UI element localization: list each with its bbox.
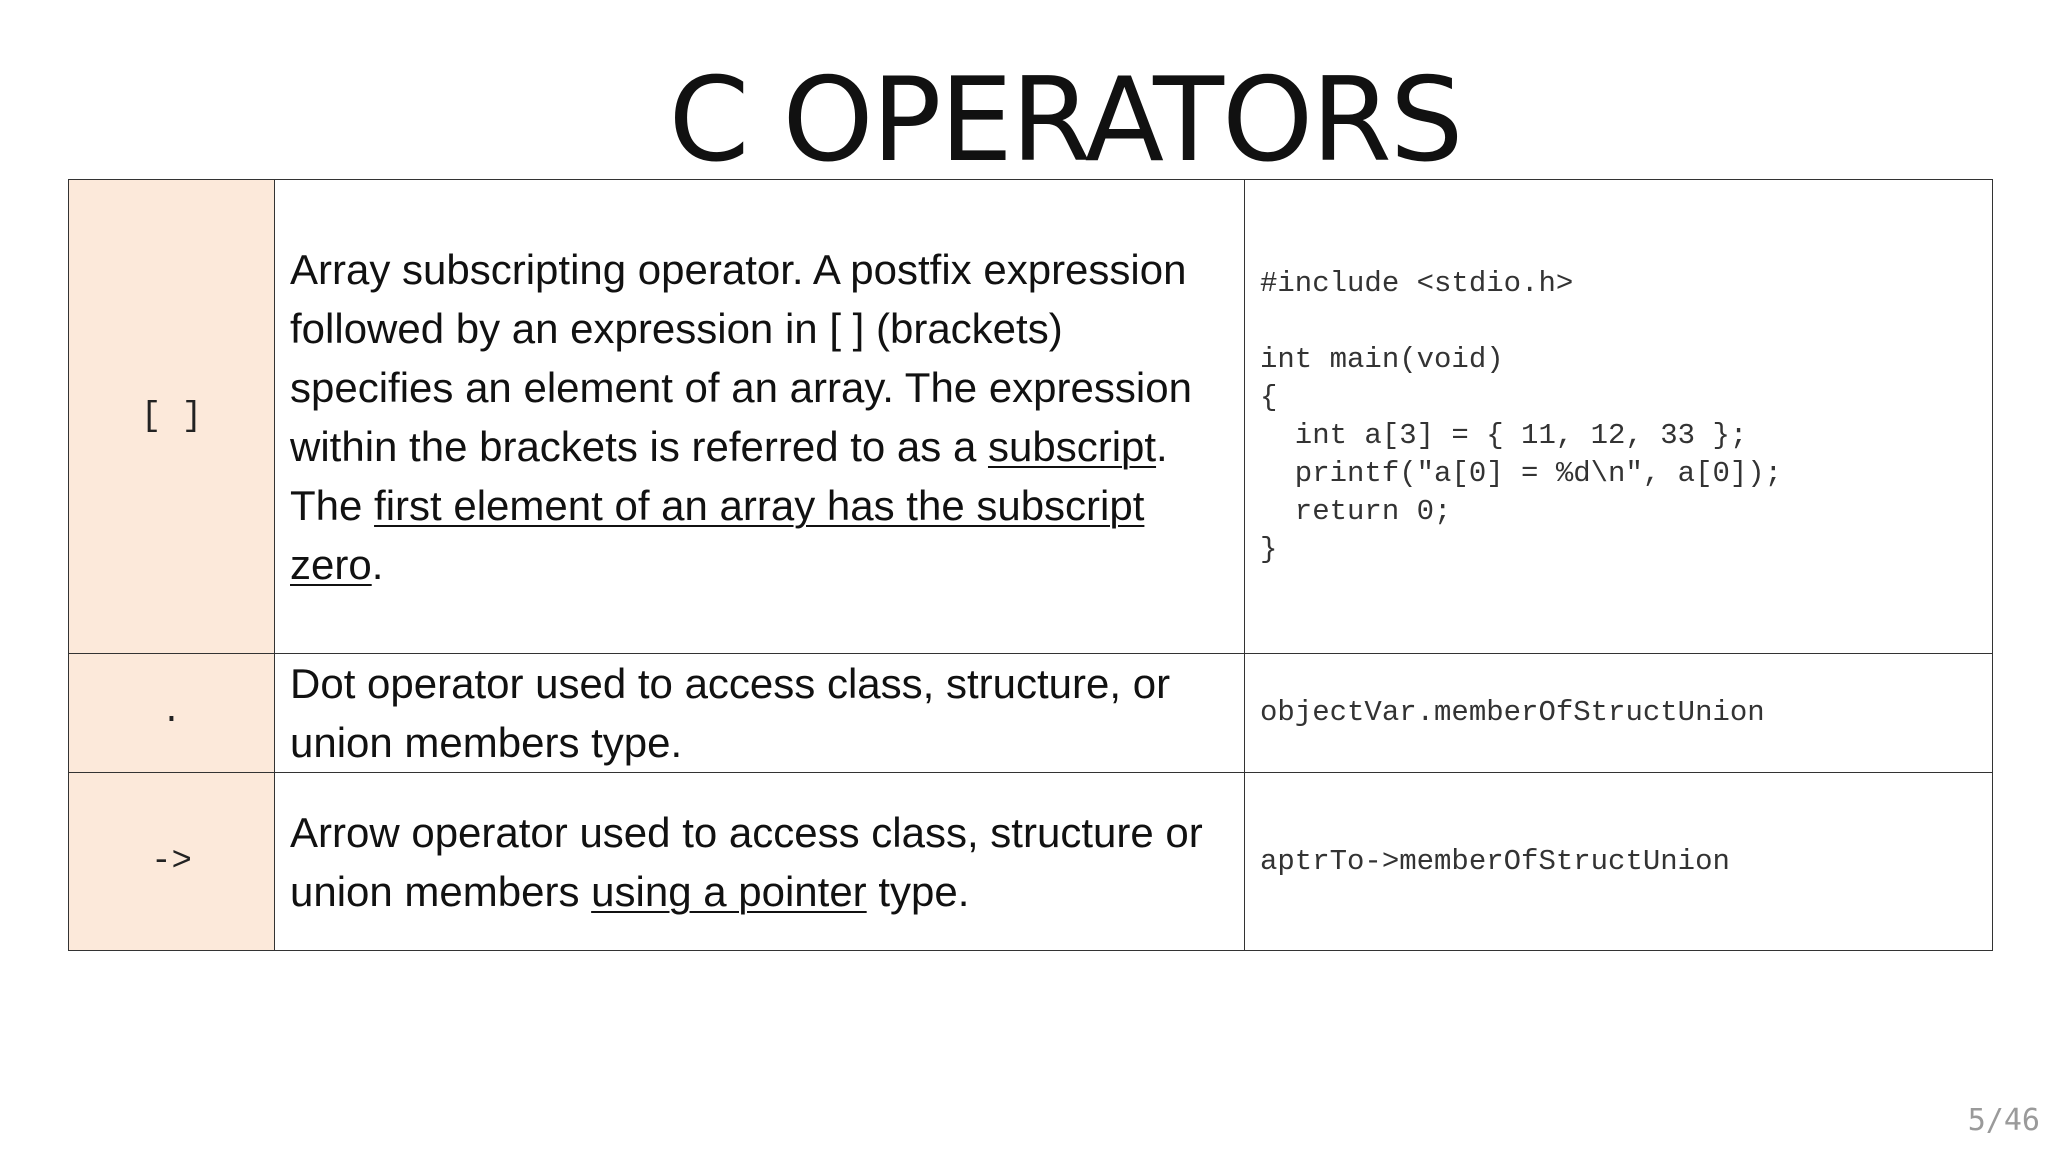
operator-cell: -> (69, 773, 275, 951)
description-cell (275, 773, 1245, 951)
description-text: . (371, 540, 384, 588)
subscript-link[interactable]: subscript (987, 422, 1157, 470)
code-example: objectVar.memberOfStructUnion (1260, 696, 1765, 729)
slide-title: C OPERATORS (668, 53, 1462, 188)
code-cell (1245, 773, 1993, 951)
description-text: . The (290, 422, 1168, 529)
table-row (69, 180, 1993, 654)
operator-cell: . (69, 654, 275, 773)
code-example: #include <stdio.h> int main(void) { int a[3] = { 11, 12, 33 }; printf("a[0] = %d\n", a[0]); return 0; } (1260, 266, 1783, 566)
page-number: 5/46 (1967, 1103, 2040, 1138)
description-cell (275, 180, 1245, 654)
table-row (69, 773, 1993, 951)
operators-table (68, 179, 1993, 951)
using-a-pointer-link[interactable]: using a pointer (591, 867, 867, 915)
description-text: type. (866, 867, 970, 915)
code-cell (1245, 654, 1993, 773)
description-text: Array subscripting operator. A postfix expression followed by an expression in [ ] (brackets) specifies an element of an array. The expression within the brackets is referred to as a (290, 245, 1192, 470)
code-cell (1245, 180, 1993, 654)
description-cell (275, 654, 1245, 773)
first-element-link[interactable]: first element of an array has the subscript zero (290, 481, 1145, 588)
table-row (69, 654, 1993, 773)
code-example: aptrTo->memberOfStructUnion (1260, 844, 1730, 878)
description-text: Dot operator used to access class, structure, or union members type. (290, 660, 1171, 766)
description-text: Arrow operator used to access class, structure or union members (290, 808, 1203, 915)
operator-cell: [ ] (69, 180, 275, 654)
